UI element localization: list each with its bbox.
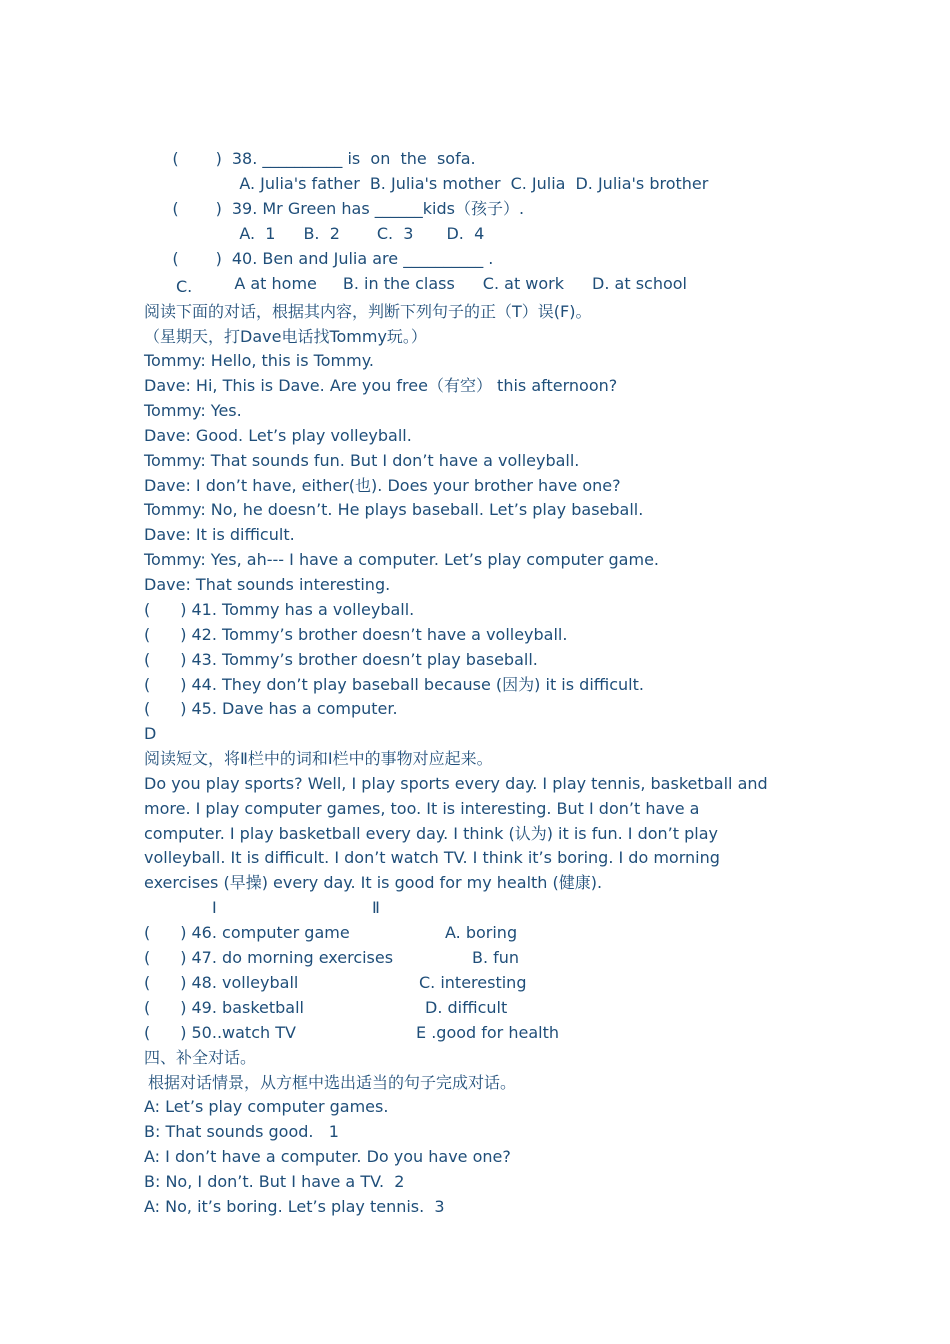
dialogue-line: Dave: Hi, This is Dave. Are you free（有空） this afternoon? <box>144 376 618 395</box>
question-text: 44. They don’t play baseball because (因为) it is difficult. <box>191 675 644 694</box>
match-left: 50..watch TV <box>191 1023 296 1042</box>
answer-paren-open: ( <box>172 199 179 218</box>
passage-line: exercises (早操) every day. It is good for my health (健康). <box>144 873 603 892</box>
answer-paren-close: ) <box>180 650 187 669</box>
option-d: D. 4 <box>446 224 485 243</box>
tf-question-42 <box>144 624 567 646</box>
column-1-header: Ⅰ <box>212 898 217 917</box>
answer-paren-close: ) <box>180 699 187 718</box>
tf-question-44 <box>144 674 644 696</box>
match-row-49 <box>144 997 304 1019</box>
match-right: C. interesting <box>419 973 527 992</box>
question-text: 41. Tommy has a volleyball. <box>191 600 415 619</box>
match-row-47 <box>144 947 393 969</box>
option-c: C. at work <box>482 274 565 293</box>
match-right: E .good for health <box>416 1023 559 1042</box>
answer-paren-open: ( <box>144 1023 151 1042</box>
answer-paren-open: ( <box>144 600 151 619</box>
passage-line: computer. I play basketball every day. I think (认为) it is fun. I don’t play <box>144 824 718 843</box>
answer-paren-close: ) <box>215 249 222 268</box>
answer-paren-close: ) <box>180 923 187 942</box>
answer-paren-open: ( <box>144 998 151 1017</box>
answer-paren-open: ( <box>144 625 151 644</box>
dialogue-line: Tommy: That sounds fun. But I don’t have a volleyball. <box>144 451 580 470</box>
option-b: B. in the class <box>342 274 455 293</box>
section-4-title: 四、补全对话。 <box>144 1048 257 1067</box>
answer-paren-close: ) <box>180 1023 187 1042</box>
dialogue-line: Tommy: Hello, this is Tommy. <box>144 351 374 370</box>
column-2-header: Ⅱ <box>372 898 380 917</box>
answer-paren-open: ( <box>144 973 151 992</box>
section-c-label: C. <box>176 277 193 296</box>
match-row-46 <box>144 922 350 944</box>
match-left: 47. do morning exercises <box>191 948 394 967</box>
match-row-50 <box>144 1022 296 1044</box>
tf-question-45 <box>144 698 398 720</box>
passage-line: volleyball. It is difficult. I don’t watch TV. I think it’s boring. I do morning <box>144 848 720 867</box>
option-a: A. Julia's father <box>239 174 360 193</box>
dialogue-line: Tommy: Yes, ah--- I have a computer. Let’s play computer game. <box>144 550 659 569</box>
option-c: C. 3 <box>376 224 414 243</box>
option-a: A. 1 <box>239 224 276 243</box>
passage-line: more. I play computer games, too. It is interesting. But I don’t have a <box>144 799 700 818</box>
section-d-label: D <box>144 724 157 743</box>
dialogue-line: A: Let’s play computer games. <box>144 1097 389 1116</box>
match-left: 48. volleyball <box>191 973 299 992</box>
match-left: 46. computer game <box>191 923 350 942</box>
question-text: 43. Tommy’s brother doesn’t play baseball. <box>191 650 538 669</box>
dialogue-line: Dave: I don’t have, either(也). Does your brother have one? <box>144 476 621 495</box>
option-b: B. 2 <box>303 224 340 243</box>
answer-paren-close: ) <box>180 948 187 967</box>
option-d: D. at school <box>592 274 687 293</box>
dialogue-line: A: No, it’s boring. Let’s play tennis. 3 <box>144 1197 445 1216</box>
match-right: B. fun <box>472 948 520 967</box>
option-d: D. Julia's brother <box>575 174 709 193</box>
answer-paren-open: ( <box>144 948 151 967</box>
tf-question-43 <box>144 649 538 671</box>
section-4-instruction: 根据对话情景，从方框中选出适当的句子完成对话。 <box>148 1073 517 1092</box>
dialogue-line: A: I don’t have a computer. Do you have one? <box>144 1147 511 1166</box>
answer-paren-open: ( <box>144 675 151 694</box>
dialogue-line: Tommy: No, he doesn’t. He plays baseball. Let’s play baseball. <box>144 500 644 519</box>
match-row-48 <box>144 972 298 994</box>
dialogue-line: B: That sounds good. 1 <box>144 1122 339 1141</box>
answer-paren-close: ) <box>180 625 187 644</box>
answer-paren-close: ) <box>215 149 222 168</box>
option-b: B. Julia's mother <box>369 174 501 193</box>
dialogue-line: Dave: It is difficult. <box>144 525 295 544</box>
answer-paren-open: ( <box>144 699 151 718</box>
match-left: 49. basketball <box>191 998 304 1017</box>
option-c: C. Julia <box>510 174 566 193</box>
answer-paren-close: ) <box>215 199 222 218</box>
dialogue-line: Dave: That sounds interesting. <box>144 575 391 594</box>
reading-c-instruction: 阅读下面的对话，根据其内容，判断下列句子的正（T）误(F)。 <box>144 302 592 321</box>
reading-c-context: （星期天，打Dave电话找Tommy玩。） <box>144 327 427 346</box>
question-text: 42. Tommy’s brother doesn’t have a volleyball. <box>191 625 568 644</box>
answer-paren-open: ( <box>172 249 179 268</box>
option-a: A at home <box>234 274 317 293</box>
answer-paren-open: ( <box>144 650 151 669</box>
dialogue-line: Tommy: Yes. <box>144 401 242 420</box>
tf-question-41 <box>144 599 414 621</box>
reading-d-instruction: 阅读短文，将Ⅱ栏中的词和Ⅰ栏中的事物对应起来。 <box>144 749 493 768</box>
question-text: 39. Mr Green has ______kids（孩子）. <box>231 199 525 218</box>
match-right: D. difficult <box>425 998 508 1017</box>
answer-paren-open: ( <box>144 923 151 942</box>
dialogue-line: B: No, I don’t. But I have a TV. 2 <box>144 1172 405 1191</box>
question-text: 40. Ben and Julia are __________ . <box>231 249 494 268</box>
match-right: A. boring <box>445 923 518 942</box>
question-text: 45. Dave has a computer. <box>191 699 398 718</box>
answer-paren-close: ) <box>180 600 187 619</box>
dialogue-line: Dave: Good. Let’s play volleyball. <box>144 426 412 445</box>
answer-paren-close: ) <box>180 998 187 1017</box>
answer-paren-open: ( <box>172 149 179 168</box>
answer-paren-close: ) <box>180 973 187 992</box>
question-text: 38. __________ is on the sofa. <box>231 149 476 168</box>
passage-line: Do you play sports? Well, I play sports every day. I play tennis, basketball and <box>144 774 768 793</box>
answer-paren-close: ) <box>180 675 187 694</box>
